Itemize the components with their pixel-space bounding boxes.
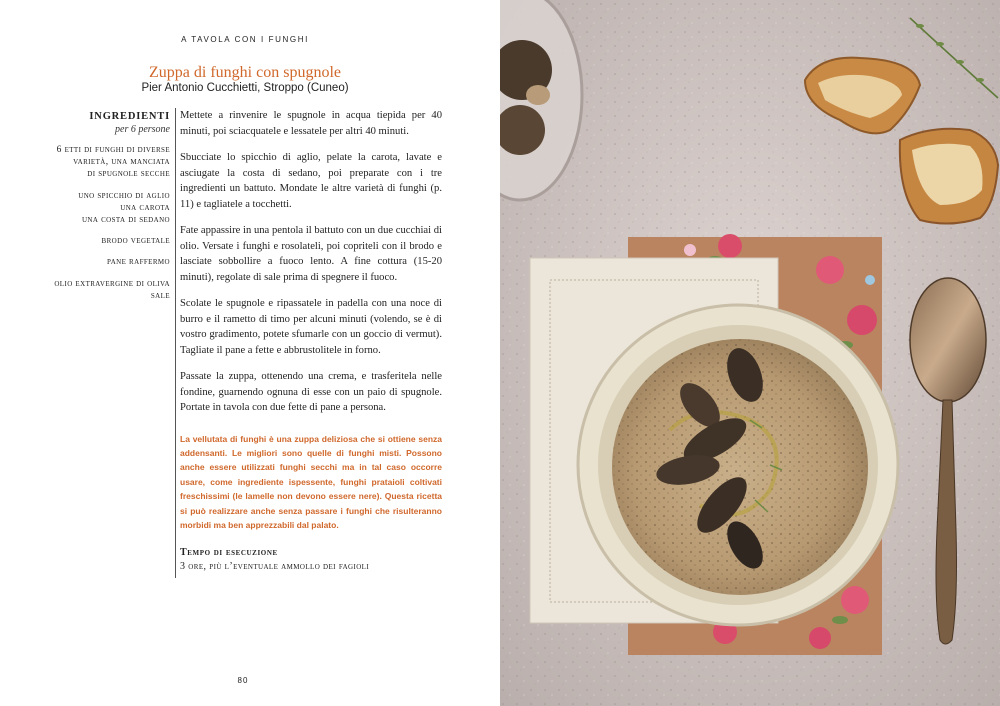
ingredients-column [40, 110, 170, 311]
ingredient-line: una costa di sedano [81, 215, 170, 226]
ingredient-group [40, 278, 170, 302]
ingredient-group [40, 256, 170, 268]
ingredient-group [40, 144, 170, 181]
ingredient-group [40, 190, 170, 227]
column-divider [175, 108, 176, 578]
chef-note: La vellutata di funghi è una zuppa deliziosa che si ottiene senza addensanti. Le migliori sono quelle di funghi misti. Possono anche essere utilizzati funghi secchi ma in tal caso occorre usare, come ingrediente ispessente, funghi prataioli coltivati freschissimi (le lamelle non devono essere nere). Questa ricetta si può realizzare anche senza passare i funghi che risulteranno morbidi ma ben apprezzabili dal palato. [180, 433, 442, 530]
ingredient-line: olio extravergine di oliva [54, 278, 170, 289]
ingredient-line: uno spicchio di aglio [78, 190, 170, 201]
method-paragraph: Passate la zuppa, ottenendo una crema, e trasferitela nelle fondine, guarnendo ognuna di esse con un paio di spugnole. Portate in tavola con due fette di pane a persona. [180, 371, 442, 413]
ingredient-line: sale [150, 290, 170, 301]
ingredient-group [40, 235, 170, 247]
running-head: A TAVOLA CON I FUNGHI [181, 35, 309, 44]
recipe-title: Zuppa di funghi con spugnole [149, 64, 341, 81]
method-paragraph: Sbucciate lo spicchio di aglio, pelate la carota, lavate e asciugate la costa di sedano, poi preparate con i tre ingredienti un battuto. Mondate le altre varietà di funghi (p. 11) e tagliatele a tocchetti. [180, 152, 442, 210]
food-photo [500, 0, 1000, 706]
ingredient-line: di spugnole secche [87, 169, 170, 180]
prep-time-label: Tempo di esecuzione [180, 547, 278, 559]
mushroom-soup-photo [500, 0, 1000, 706]
ingredient-line: varietà, una manciata [73, 157, 170, 168]
recipe-author: Pier Antonio Cucchietti, Stroppo (Cuneo) [141, 82, 349, 94]
ingredients-heading: INGREDIENTI [89, 111, 170, 122]
method-paragraph: Fate appassire in una pentola il battuto con un due cucchiai di olio. Versate i funghi e rosolateli, poi copriteli con il brodo e lasciate sobbollire a fuoco lento. A fine cottura (15-20 minuti), regolate di sale prima di spegnere il fuoco. [180, 225, 442, 283]
page-number: 80 [237, 676, 249, 685]
prep-time-value: 3 ore, più l’eventuale ammollo dei fagioli [180, 561, 370, 573]
ingredient-line: brodo vegetale [101, 236, 170, 247]
ingredient-line: 6 etti di funghi di diverse [56, 145, 170, 155]
method-paragraph: Scolate le spugnole e ripassatele in padella con una noce di burro e il rametto di timo per alcuni minuti (volendo, se è di vostro gradimento, potete sfumarle con un goccio di vermut). Tagliate il pane a fette e abbrustolitele in forno. [180, 298, 442, 356]
method-paragraph: Mettete a rinvenire le spugnole in acqua tiepida per 40 minuti, poi sciacquatele e lessatele per altri 40 minuti. [180, 110, 442, 137]
ingredient-line: una carota [120, 202, 170, 213]
method-column [180, 108, 442, 574]
ingredient-line: pane raffermo [107, 257, 170, 268]
ingredients-serves: per 6 persone [115, 124, 170, 135]
